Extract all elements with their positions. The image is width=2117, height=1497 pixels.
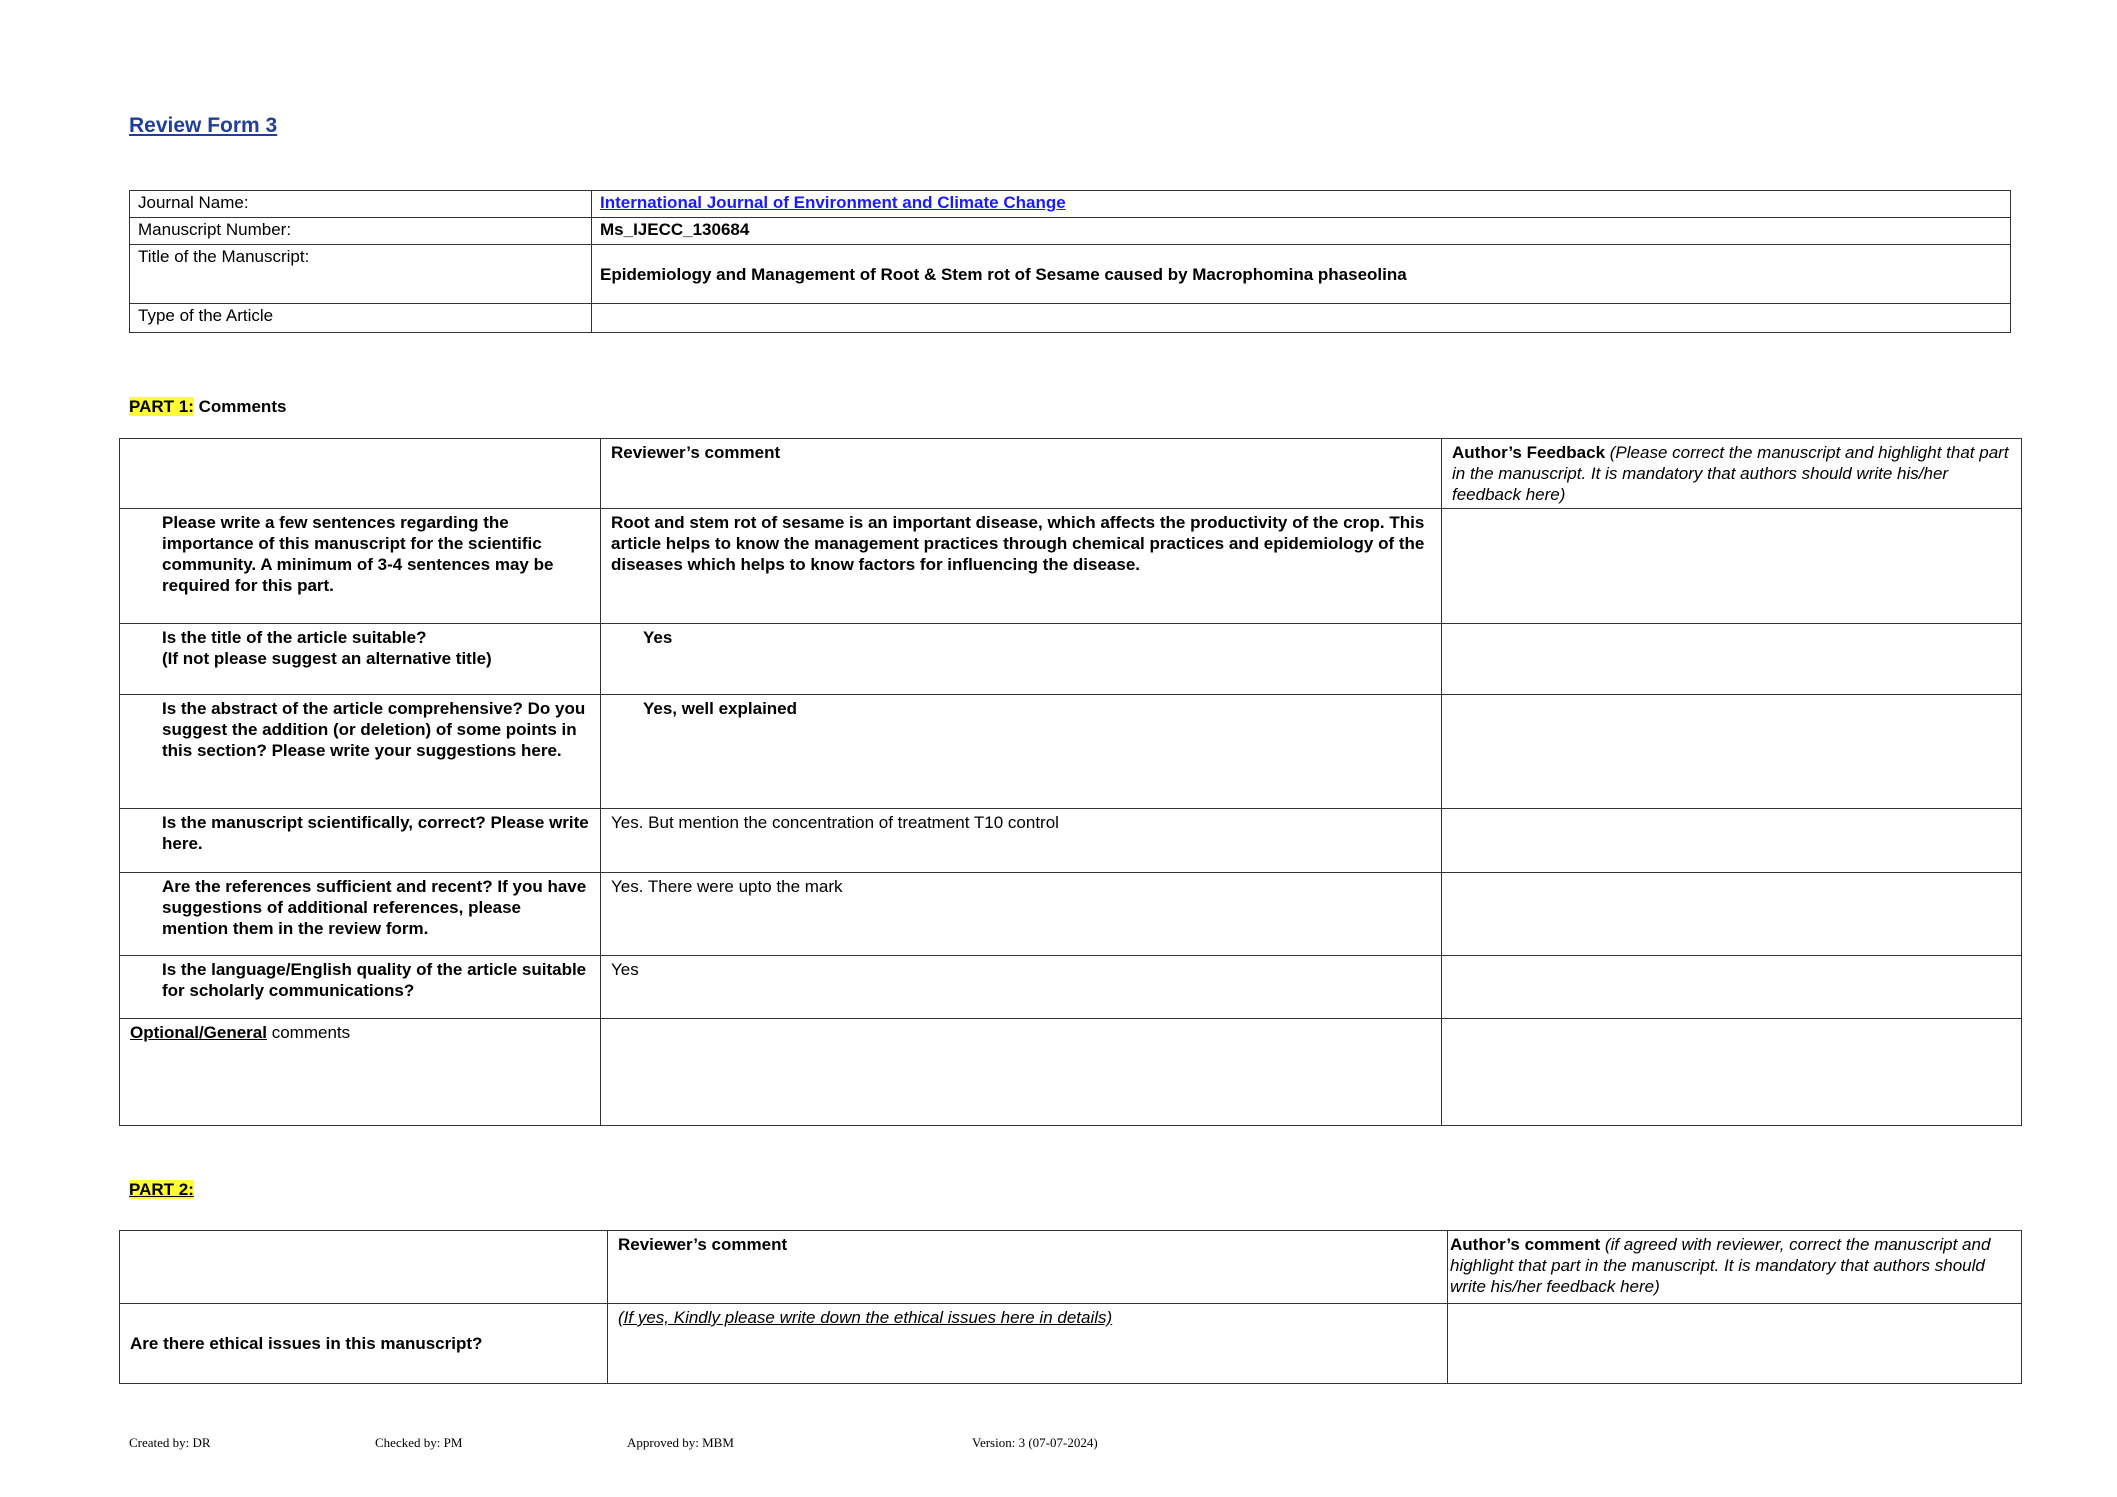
question-ethical: Are there ethical issues in this manuscript? (120, 1304, 608, 1384)
manuscript-title-row (130, 245, 2011, 304)
journal-value-cell (592, 191, 2011, 218)
manuscript-number-value: Ms_IJECC_130684 (592, 218, 2011, 245)
feedback-references[interactable] (1442, 873, 2022, 956)
part2-header-reviewer: Reviewer’s comment (608, 1231, 1448, 1304)
question-importance: Please write a few sentences regarding the importance of this manuscript for the scientific community. A minimum of 3-4 sentences may be required for this part. (120, 509, 601, 624)
comment-language: Yes (601, 956, 1442, 1019)
comment-title-cell (601, 624, 1442, 695)
comment-ethical-cell[interactable] (608, 1304, 1448, 1384)
feedback-language[interactable] (1442, 956, 2022, 1019)
part1-table (119, 438, 2022, 1126)
question-references: Are the references sufficient and recent? If you have suggestions of additional references, please mention them in the review form. (120, 873, 601, 956)
author-comment-title: Author’s comment (1450, 1235, 1601, 1254)
author-comment-instructions: (if agreed with reviewer, correct the manuscript and highlight that part in the manuscript. It is mandatory that authors should write his/her feedback here) (1450, 1235, 1991, 1296)
comment-importance: Root and stem rot of sesame is an important disease, which affects the productivity of the crop. This article helps to know the management practices through chemical practices and epidemiology of the diseases which helps to know factors for influencing the disease. (601, 509, 1442, 624)
article-type-row (130, 304, 2011, 333)
manuscript-title-label: Title of the Manuscript: (130, 245, 592, 304)
table-row (120, 1019, 2022, 1126)
question-title (120, 624, 601, 695)
part2-label: PART 2: (129, 1180, 194, 1199)
question-title-line2: (If not please suggest an alternative title) (162, 649, 492, 668)
footer-version: Version: 3 (07-07-2024) (972, 1435, 1098, 1450)
part2-header-author (1448, 1231, 2022, 1304)
manuscript-number-row (130, 218, 2011, 245)
footer-created: Created by: DR (129, 1435, 211, 1450)
article-type-label: Type of the Article (130, 304, 592, 333)
feedback-abstract[interactable] (1442, 695, 2022, 809)
part1-header-row (120, 439, 2022, 509)
author-feedback-instructions: (Please correct the manuscript and highlight that part in the manuscript. It is mandatory that authors should write his/her feedback here) (1452, 443, 2009, 504)
table-row (120, 509, 2022, 624)
footer-checked: Checked by: PM (375, 1435, 463, 1450)
article-type-value[interactable] (592, 304, 2011, 333)
part2-header-row (120, 1231, 2022, 1304)
ethical-hint: (If yes, Kindly please write down the ethical issues here in details) (618, 1308, 1113, 1327)
form-title: Review Form 3 (129, 114, 278, 137)
feedback-ethical[interactable] (1448, 1304, 2022, 1384)
question-language: Is the language/English quality of the article suitable for scholarly communications? (120, 956, 601, 1019)
table-row (120, 624, 2022, 695)
comment-abstract: Yes, well explained (643, 699, 798, 718)
table-row (120, 809, 2022, 873)
optional-general-label: Optional/General (130, 1023, 267, 1042)
question-abstract: Is the abstract of the article comprehensive? Do you suggest the addition (or deletion) of some points in this section? Please write your suggestions here. (120, 695, 601, 809)
table-row (120, 1304, 2022, 1384)
manuscript-title-value: Epidemiology and Management of Root & Stem rot of Sesame caused by Macrophomina phaseolina (592, 245, 2011, 304)
part1-label: PART 1: (129, 397, 194, 416)
comment-scientific: Yes. But mention the concentration of treatment T10 control (601, 809, 1442, 873)
optional-comments-label (120, 1019, 601, 1126)
table-row (120, 873, 2022, 956)
table-row (120, 956, 2022, 1019)
part1-heading (129, 397, 286, 417)
manuscript-info-table (129, 190, 2011, 333)
part2-heading (129, 1180, 194, 1200)
part2-header-empty (120, 1231, 608, 1304)
part1-header-author (1442, 439, 2022, 509)
feedback-importance[interactable] (1442, 509, 2022, 624)
optional-comments-suffix: comments (266, 1023, 351, 1042)
journal-link[interactable]: International Journal of Environment and Climate Change (600, 193, 1066, 212)
journal-label: Journal Name: (130, 191, 592, 218)
part2-table (119, 1230, 2022, 1384)
author-feedback-title: Author’s Feedback (1452, 443, 1606, 462)
comment-references: Yes. There were upto the mark (601, 873, 1442, 956)
question-title-line1: Is the title of the article suitable? (162, 628, 427, 647)
journal-row (130, 191, 2011, 218)
footer-approved: Approved by: MBM (627, 1435, 734, 1450)
table-row (120, 695, 2022, 809)
optional-comments-author[interactable] (1442, 1019, 2022, 1126)
comment-title: Yes (643, 628, 673, 647)
manuscript-number-label: Manuscript Number: (130, 218, 592, 245)
question-scientific: Is the manuscript scientifically, correct? Please write here. (120, 809, 601, 873)
part1-header-empty (120, 439, 601, 509)
comment-abstract-cell (601, 695, 1442, 809)
part1-header-reviewer: Reviewer’s comment (601, 439, 1442, 509)
feedback-scientific[interactable] (1442, 809, 2022, 873)
feedback-title[interactable] (1442, 624, 2022, 695)
part1-comments-label: Comments (193, 397, 287, 416)
optional-comments-reviewer[interactable] (601, 1019, 1442, 1126)
